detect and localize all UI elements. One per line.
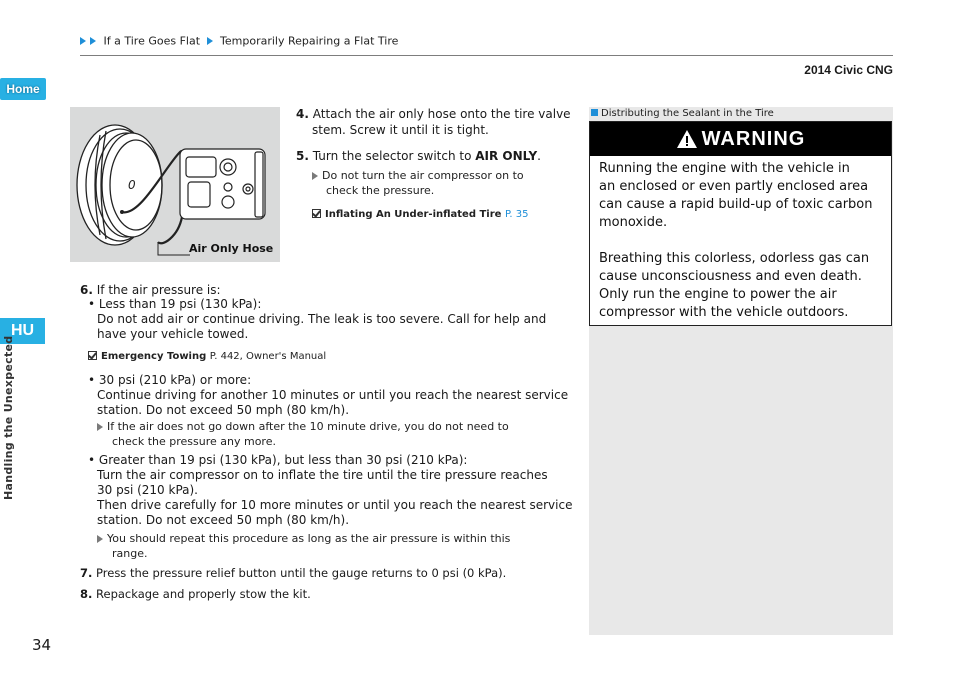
page-number: 34 — [32, 636, 52, 654]
warning-text — [599, 160, 884, 322]
arrow-icon — [97, 535, 103, 543]
step-text: Turn the selector switch to — [312, 149, 476, 163]
step-number: 7. — [80, 566, 93, 580]
warning-line: can cause a rapid build-up of toxic carbon — [599, 197, 873, 212]
ref-emergency-towing[interactable] — [88, 351, 326, 362]
step-6 — [80, 283, 221, 298]
sidebar-title-text: Distributing the Sealant in the Tire — [601, 108, 774, 119]
section-badge[interactable]: HU — [0, 318, 45, 344]
bullet-low: • Less than 19 psi (130 kPa): — [88, 297, 262, 311]
note-text: Do not turn the air compressor on to — [322, 169, 524, 182]
note-icon — [591, 109, 598, 116]
step-text: . — [537, 149, 541, 163]
model-title: 2014 Civic CNG — [804, 63, 893, 77]
note-text: You should repeat this procedure as long as the air pressure is within this — [107, 532, 511, 545]
step-4-cont: stem. Screw it until it is tight. — [312, 123, 489, 137]
ref-page: P. 442, Owner's Manual — [209, 351, 327, 362]
bullet-mid-note — [97, 532, 510, 546]
step-text: Repackage and properly stow the kit. — [96, 587, 311, 601]
home-button[interactable]: Home — [0, 78, 46, 100]
arrow-icon — [90, 37, 96, 45]
step-number: 4. — [296, 107, 309, 121]
warning-header — [590, 122, 891, 156]
warning-line: Breathing this colorless, odorless gas can — [599, 251, 870, 266]
tire-compressor-drawing — [70, 107, 280, 262]
step-number: 6. — [80, 283, 93, 297]
step-5-note — [312, 169, 524, 183]
bullet-high-line: station. Do not exceed 50 mph (80 km/h). — [97, 403, 350, 417]
warning-line: compressor with the vehicle outdoors. — [599, 305, 849, 320]
figure-label: Air Only Hose — [189, 242, 274, 255]
step-7 — [80, 566, 506, 581]
bullet-high: • 30 psi (210 kPa) or more: — [88, 373, 252, 387]
step-5 — [296, 149, 541, 164]
bullet-mid-line: 30 psi (210 kPa). — [97, 483, 198, 497]
step-number: 8. — [80, 587, 93, 601]
warning-line: Only run the engine to power the air — [599, 287, 837, 302]
arrow-icon — [97, 423, 103, 431]
bullet-high-note-cont: check the pressure any more. — [112, 435, 276, 448]
breadcrumb-item-repair[interactable]: Temporarily Repairing a Flat Tire — [220, 34, 399, 48]
bullet-low-line: have your vehicle towed. — [97, 327, 249, 341]
step-text: Attach the air only hose onto the tire valve — [312, 107, 571, 121]
arrow-icon — [312, 172, 318, 180]
bullet-mid-note-cont: range. — [112, 547, 148, 560]
bullet-high-note — [97, 420, 509, 434]
bullet-mid-line: station. Do not exceed 50 mph (80 km/h). — [97, 513, 350, 527]
bullet-high-line: Continue driving for another 10 minutes or until you reach the nearest service — [97, 388, 569, 402]
step-text: Press the pressure relief button until the gauge returns to 0 psi (0 kPa). — [96, 566, 507, 580]
note-text: If the air does not go down after the 10 minute drive, you do not need to — [107, 420, 509, 433]
bullet-mid-line: Then drive carefully for 10 more minutes or until you reach the nearest service — [97, 498, 573, 512]
step-number: 5. — [296, 149, 309, 163]
reference-icon — [88, 351, 97, 360]
sidebar-title — [591, 108, 774, 119]
step-text-bold: AIR ONLY — [475, 149, 538, 163]
warning-triangle-icon — [676, 129, 698, 149]
warning-line: cause unconsciousness and even death. — [599, 269, 862, 284]
ref-title[interactable]: Emergency Towing — [101, 351, 207, 362]
breadcrumb — [80, 34, 398, 48]
bullet-mid: • Greater than 19 psi (130 kPa), but less than 30 psi (210 kPa): — [88, 453, 468, 467]
arrow-icon — [207, 37, 213, 45]
reference-icon — [312, 209, 321, 218]
section-label: Handling the Unexpected — [2, 335, 15, 500]
warning-line: monoxide. — [599, 215, 668, 230]
ref-inflating[interactable] — [312, 209, 529, 220]
bullet-low-line: Do not add air or continue driving. The leak is too severe. Call for help and — [97, 312, 547, 326]
step-text: If the air pressure is: — [96, 283, 221, 297]
bullet-mid-line: Turn the air compressor on to inflate the tire until the tire pressure reaches — [97, 468, 548, 482]
breadcrumb-item-flat-tire[interactable]: If a Tire Goes Flat — [103, 34, 201, 48]
step-5-note-cont: check the pressure. — [326, 184, 435, 197]
step-4 — [296, 107, 571, 122]
warning-heading: WARNING — [701, 127, 806, 150]
arrow-icon — [80, 37, 86, 45]
warning-line: an enclosed or even partly enclosed area — [599, 179, 869, 194]
header-divider — [80, 55, 893, 56]
ref-title[interactable]: Inflating An Under-inflated Tire — [325, 209, 502, 220]
ref-page-link[interactable]: P. 35 — [504, 209, 529, 220]
compressor-illustration — [70, 107, 280, 262]
step-8 — [80, 587, 311, 602]
gauge-reading: 0 — [128, 178, 136, 192]
warning-line: Running the engine with the vehicle in — [599, 161, 850, 176]
